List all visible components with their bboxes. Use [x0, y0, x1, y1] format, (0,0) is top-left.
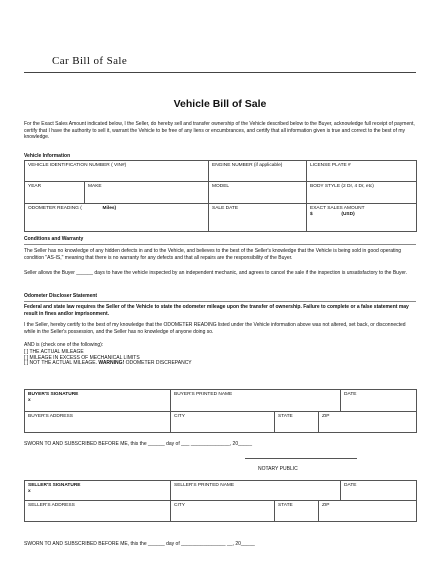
usd-label: (USD)	[341, 211, 355, 217]
amount-label: EXACT SALES AMOUNT	[310, 206, 365, 211]
seller-signature-x: x	[28, 488, 31, 494]
seller-signature-cell[interactable]	[25, 481, 171, 501]
buyer-signature-label: BUYER'S SIGNATURE	[28, 392, 79, 397]
buyer-printed-name-cell[interactable]	[171, 390, 341, 412]
conditions-title: Conditions and Warranty	[24, 236, 84, 242]
seller-address-cell[interactable]	[25, 501, 171, 522]
seller-table	[24, 480, 417, 522]
body-cell[interactable]	[307, 182, 417, 204]
conditions-paragraph-2: Seller allows the Buyer ______ days to have the vehicle inspected by an independent mechanic, and agrees to cancel the sale if the inspection is unsatisfactory to the Buyer.	[24, 270, 408, 276]
title-rule	[24, 72, 416, 73]
notary-signature-line[interactable]	[245, 458, 357, 459]
make-label: MAKE	[88, 184, 102, 189]
vehicle-info-title: Vehicle Information	[24, 153, 71, 159]
engine-cell[interactable]	[209, 161, 307, 182]
buyer-date-cell[interactable]	[341, 390, 417, 412]
buyer-zip-cell[interactable]	[319, 412, 417, 433]
year-cell[interactable]	[25, 182, 85, 204]
sworn-statement-buyer: SWORN TO AND SUBSCRIBED BEFORE ME, this the ______ day of ___ ______________, 20_____	[24, 441, 252, 447]
seller-city-cell[interactable]	[171, 501, 275, 522]
odometer-label: ODOMETER READING (	[28, 206, 82, 211]
seller-address-label: SELLER'S ADDRESS	[28, 503, 75, 508]
page-heading: Vehicle Bill of Sale	[173, 98, 267, 110]
check-excess-mileage[interactable]: [ ] MILEAGE IN EXCESS OF MECHANICAL LIMITS	[24, 354, 140, 361]
document-title: Car Bill of Sale	[52, 55, 128, 67]
check-actual-mileage[interactable]: [ ] THE ACTUAL MILEAGE	[24, 349, 84, 355]
seller-date-label: DATE	[344, 483, 357, 488]
seller-state-cell[interactable]	[275, 501, 319, 522]
buyer-signature-cell[interactable]	[25, 390, 171, 412]
discrepancy-label: ODOMETER DISCREPANCY	[125, 360, 192, 367]
odometer-check-intro: AND is (check one of the following):	[24, 342, 104, 348]
conditions-paragraph-1: The Seller has no knowledge of any hidden defects in and to the Vehicle, and believes to the best of the Seller's knowledge that the Vehicle is being sold in good operating condition "AS-IS," meaning that there is no warranty for any defects and that all repairs are the responsibility of the Buyer.	[24, 248, 402, 261]
odometer-certify: I the Seller, hereby certify to the best of my knowledge that the ODOMETER READING listed under the Vehicle information above was not altered, set back, or disconnected while in the Seller's possession, and the Seller has no knowledge of anyone doing so.	[24, 322, 406, 335]
buyer-table	[24, 389, 417, 433]
seller-printed-name-cell[interactable]	[171, 481, 341, 501]
body-label: BODY STYLE (2 Dr, 4 Dr, etc)	[310, 184, 374, 189]
conditions-rule	[24, 244, 416, 245]
sworn-statement-seller: SWORN TO AND SUBSCRIBED BEFORE ME, this the ______ day of ________________ __, 20_____	[24, 541, 255, 547]
vin-label: VEHICLE IDENTIFICATION NUMBER ( VIN#)	[28, 163, 127, 168]
buyer-address-cell[interactable]	[25, 412, 171, 433]
buyer-zip-label: ZIP	[322, 414, 330, 419]
not-actual-label: [ ] NOT THE ACTUAL MILEAGE.	[24, 360, 97, 367]
seller-date-cell[interactable]	[341, 481, 417, 501]
miles-label: Miles)	[102, 206, 117, 211]
odometer-cell[interactable]	[25, 204, 209, 232]
make-cell[interactable]	[85, 182, 209, 204]
seller-zip-label: ZIP	[322, 503, 330, 508]
vin-cell[interactable]	[25, 161, 209, 182]
model-label: MODEL	[212, 184, 230, 189]
buyer-city-cell[interactable]	[171, 412, 275, 433]
dollar-sign: $	[310, 211, 313, 217]
buyer-printed-name-label: BUYER'S PRINTED NAME	[174, 392, 233, 397]
model-cell[interactable]	[209, 182, 307, 204]
mileage-checklist	[24, 350, 192, 367]
intro-paragraph: For the Exact Sales Amount indicated below, I the Seller, do hereby sell and transfer ownership of the Vehicle described below to the Buyer, acknowledge full receipt of payment, certify that I have the authority to sell it, warrant the Vehicle to be free of any liens or encumbrances, and certify that all information given is true and correct to the best of my knowledge.	[24, 121, 415, 141]
seller-zip-cell[interactable]	[319, 501, 417, 522]
amount-cell[interactable]	[307, 204, 417, 232]
buyer-date-label: DATE	[344, 392, 357, 397]
plate-cell[interactable]	[307, 161, 417, 182]
buyer-state-label: STATE	[278, 414, 293, 419]
seller-printed-name-label: SELLER'S PRINTED NAME	[174, 483, 235, 488]
sale-date-label: SALE DATE	[212, 206, 239, 211]
odometer-rule	[24, 301, 416, 302]
engine-label: ENGINE NUMBER (if applicable)	[212, 163, 283, 168]
warning-label: WARNING!	[98, 360, 125, 367]
plate-label: LICENSE PLATE #	[310, 163, 351, 168]
check-not-actual-mileage[interactable]	[24, 361, 192, 367]
buyer-city-label: CITY	[174, 414, 185, 419]
buyer-address-label: BUYER'S ADDRESS	[28, 414, 73, 419]
year-label: YEAR	[28, 184, 42, 189]
buyer-signature-x: x	[28, 397, 31, 403]
seller-signature-label: SELLER'S SIGNATURE	[28, 483, 81, 488]
seller-city-label: CITY	[174, 503, 185, 508]
buyer-state-cell[interactable]	[275, 412, 319, 433]
odometer-law: Federal and state law requires the Seller of the Vehicle to state the odometer mileage upon the transfer of ownership. Failure to complete or a false statement may result in fines and/or imprisonment.	[24, 304, 409, 317]
vehicle-info-table	[24, 160, 417, 232]
seller-state-label: STATE	[278, 503, 293, 508]
odometer-title: Odometer Discloser Statement	[24, 293, 98, 299]
sale-date-cell[interactable]	[209, 204, 307, 232]
notary-public-label: NOTARY PUBLIC	[258, 466, 298, 472]
